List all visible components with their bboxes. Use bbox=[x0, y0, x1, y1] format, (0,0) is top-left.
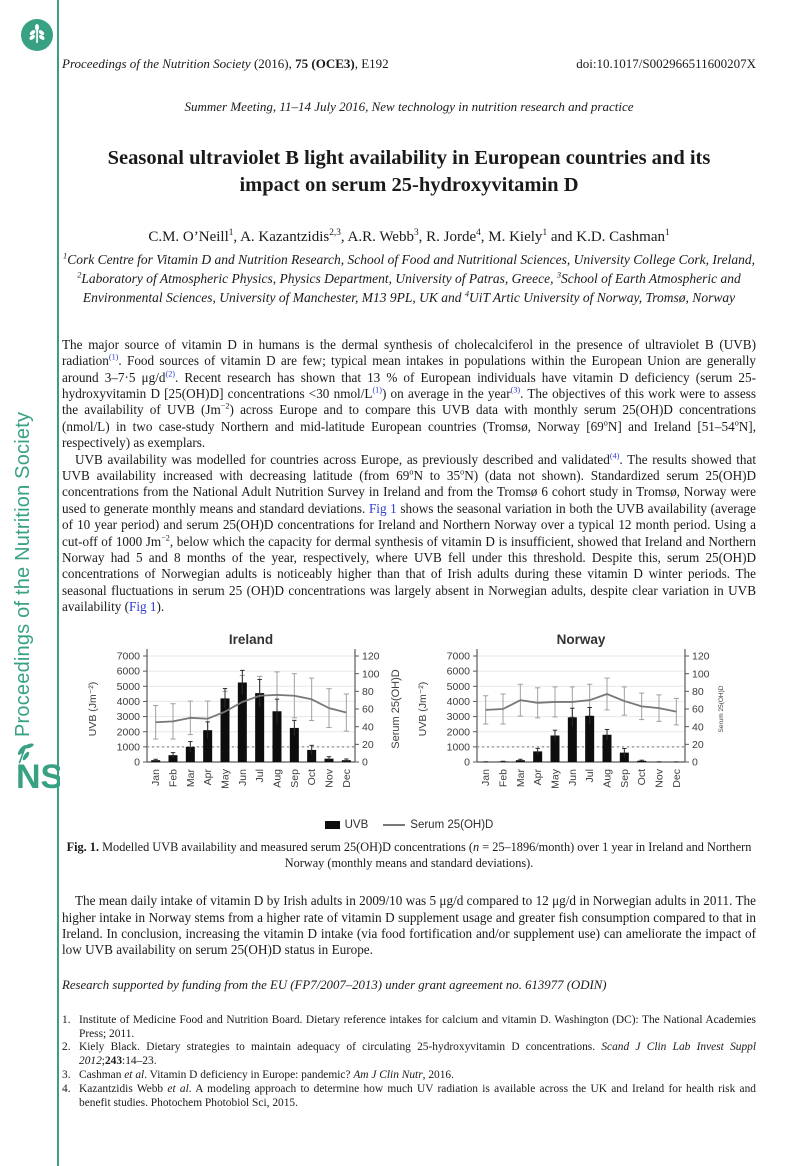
text-run: 2 bbox=[77, 270, 82, 280]
svg-text:Dec: Dec bbox=[340, 768, 353, 788]
ns-monogram-text: NS bbox=[16, 758, 60, 796]
svg-text:Feb: Feb bbox=[167, 768, 180, 787]
svg-text:6000: 6000 bbox=[446, 665, 470, 678]
svg-text:120: 120 bbox=[692, 650, 710, 663]
svg-text:Serum 25(OH)D: Serum 25(OH)D bbox=[718, 685, 725, 733]
text-run: Kiely Black. Dietary strategies to maintain adequacy of circulating 25-hydroxyvitamin D concentrations. bbox=[79, 1041, 602, 1054]
svg-text:Oct: Oct bbox=[636, 768, 649, 786]
svg-text:Jun: Jun bbox=[236, 768, 249, 786]
serum-legend-line bbox=[383, 824, 405, 826]
text-run: , M. Kiely bbox=[480, 229, 543, 246]
reference-number: 1. bbox=[62, 1013, 71, 1026]
reference-4 bbox=[62, 1083, 756, 1111]
text-run: o bbox=[603, 418, 608, 428]
reference-text bbox=[79, 1069, 756, 1083]
svg-text:6000: 6000 bbox=[116, 665, 140, 678]
text-run: Cashman bbox=[79, 1068, 125, 1081]
text-run: 3 bbox=[556, 270, 562, 280]
text-run: . Food sources of vitamin D are few; typical mean intakes in populations within the European Union are generally around 3–7·5 μg/d bbox=[62, 353, 756, 385]
ref-link-1[interactable]: (1) bbox=[372, 385, 382, 395]
svg-text:4000: 4000 bbox=[446, 695, 470, 708]
article-page bbox=[62, 0, 756, 1110]
ref-link-3[interactable]: (3) bbox=[510, 385, 521, 395]
text-run: Proceedings of the Nutrition Society bbox=[62, 56, 251, 71]
text-run: :14–23. bbox=[122, 1055, 157, 1068]
text-run: Scand J Clin Lab Invest Suppl 2012 bbox=[79, 1041, 757, 1068]
text-run: N to 35 bbox=[413, 468, 461, 484]
fig1-link[interactable]: Fig 1 bbox=[129, 599, 157, 615]
svg-text:Jan: Jan bbox=[480, 768, 493, 786]
text-run: 2,3 bbox=[329, 228, 341, 239]
serum-legend-label: Serum 25(OH)D bbox=[410, 818, 494, 831]
uvb-legend-swatch bbox=[325, 821, 340, 829]
svg-text:7000: 7000 bbox=[116, 650, 140, 663]
text-run: Modelled UVB availability and measured serum 25(OH)D concentrations ( bbox=[99, 839, 473, 854]
svg-text:100: 100 bbox=[362, 667, 380, 680]
svg-text:7000: 7000 bbox=[446, 650, 470, 663]
svg-text:Jun: Jun bbox=[566, 768, 579, 786]
text-run: UVB availability was modelled for countries across Europe, as previously described and validated bbox=[75, 451, 610, 467]
figure-1 bbox=[62, 632, 756, 817]
text-run: , R. Jorde bbox=[418, 229, 477, 246]
svg-text:May: May bbox=[219, 768, 232, 789]
text-run: N) (data not shown). Standardized serum 25(OH)D concentrations from the National Adult Nutrition Survey in Ireland and from the Tromsø 6 cohort study in Tromsø, Norway were used to generate monthly means and standard deviations. bbox=[62, 468, 757, 516]
svg-text:Ireland: Ireland bbox=[228, 631, 274, 647]
svg-text:Sep: Sep bbox=[288, 768, 301, 788]
svg-text:40: 40 bbox=[692, 720, 704, 733]
text-run: et al bbox=[167, 1082, 189, 1095]
svg-text:Apr: Apr bbox=[532, 768, 545, 786]
text-run: The mean daily intake of vitamin D by Irish adults in 2009/10 was 5 μg/d compared to 12 μg/d in Norwegian adults in 2011. The higher intake in Norway stems from a higher rate of vitamin D supplement usage and greater fish consumption compared to that in Ireland. In conclusion, increasing the vitamin D intake (via food fortification and/or supplement use) can ameliorate the impact of low UVB availability on serum 25(OH)D status in Europe. bbox=[62, 893, 756, 958]
text-run: shows the seasonal variation in both the UVB availability (average of 10 year period) and serum 25(OH)D concentrations for Ireland and Northern Norway over a typical 12 month period. Using a cut-off of 1000 Jm bbox=[62, 500, 756, 549]
text-run: 75 (OCE3) bbox=[295, 56, 355, 71]
text-run: 3 bbox=[413, 228, 419, 239]
text-run: The major source of vitamin D in humans is the dermal synthesis of cholecalciferol in the presence of ultraviolet B (UVB) radiation bbox=[62, 336, 756, 369]
text-run: 4 bbox=[476, 228, 481, 239]
figure-caption bbox=[62, 839, 756, 871]
text-run: . The results showed that UVB availability increased with decreasing latitude (from 69 bbox=[62, 451, 756, 484]
text-run: and K.D. Cashman bbox=[547, 229, 665, 246]
text-run: 1 bbox=[63, 251, 68, 261]
svg-text:Aug: Aug bbox=[271, 768, 284, 788]
svg-text:UVB (Jm⁻²): UVB (Jm⁻²) bbox=[87, 681, 99, 736]
svg-text:Apr: Apr bbox=[202, 768, 215, 786]
svg-text:Sep: Sep bbox=[618, 768, 631, 788]
svg-text:80: 80 bbox=[692, 685, 704, 698]
svg-text:2000: 2000 bbox=[116, 725, 140, 738]
reference-list bbox=[62, 1014, 756, 1111]
svg-text:1000: 1000 bbox=[116, 741, 140, 754]
text-run: o bbox=[409, 467, 414, 477]
ns-society-logo bbox=[14, 740, 60, 803]
article-title: Seasonal ultraviolet B light availability in European countries and its impact on serum 25-hydroxyvitamin D bbox=[107, 147, 711, 197]
svg-text:3000: 3000 bbox=[116, 710, 140, 723]
svg-text:2000: 2000 bbox=[446, 725, 470, 738]
figure-legend bbox=[62, 819, 756, 831]
svg-text:Jul: Jul bbox=[584, 768, 597, 783]
reference-number: 2. bbox=[62, 1041, 71, 1054]
ref-link-4[interactable]: (4) bbox=[609, 451, 620, 461]
svg-text:Jul: Jul bbox=[254, 768, 267, 783]
reference-text bbox=[79, 1083, 756, 1111]
svg-text:0: 0 bbox=[464, 756, 470, 769]
svg-text:Norway: Norway bbox=[556, 631, 606, 647]
svg-text:Oct: Oct bbox=[306, 768, 319, 786]
paragraph-1 bbox=[62, 337, 756, 452]
text-run: 1 bbox=[665, 228, 670, 239]
meeting-line: Summer Meeting, 11–14 July 2016, New technology in nutrition research and practice bbox=[184, 99, 634, 114]
text-run: , A. Kazantzidis bbox=[233, 229, 330, 246]
text-run: 243 bbox=[104, 1055, 123, 1068]
reference-2 bbox=[62, 1041, 756, 1069]
reference-number: 3. bbox=[62, 1068, 71, 1081]
paragraph-2 bbox=[62, 452, 756, 616]
text-run: ) on average in the year bbox=[381, 385, 511, 401]
text-run: = 25–1896/month) over 1 year in Ireland and Northern Norway (monthly means and standard deviations). bbox=[284, 839, 752, 870]
svg-text:120: 120 bbox=[362, 650, 380, 663]
svg-text:100: 100 bbox=[692, 667, 710, 680]
text-run: ). bbox=[156, 599, 165, 615]
text-run: , below which the capacity for dermal synthesis of vitamin D is insufficient, showed that Ireland and Northern Norway had 5 and 8 months of the year, respectively, where UVB fell under this threshold. Despite this, serum 25(OH)D concentrations of Norwegian adults is noticeably higher than that of Irish adults during these vitamin D winter periods. The seasonal fluctuations in serum 25 (OH)D concentrations was largely absent in Norwegian adults, despite clear variation in UVB availability ( bbox=[62, 533, 756, 615]
svg-text:0: 0 bbox=[692, 756, 698, 769]
text-run: . Recent research has shown that 13 % of European individuals have vitamin D deficiency (serum 25-hydroxyvitamin D [25(OH)D] concentrations <30 nmol/L bbox=[62, 369, 756, 401]
doi-text: doi:10.1017/S002966511600207X bbox=[576, 56, 756, 71]
fig1-link[interactable]: Fig 1 bbox=[368, 500, 397, 516]
text-run: . Vitamin D deficiency in Europe: pandemic? bbox=[144, 1068, 354, 1081]
text-run: et al bbox=[124, 1068, 145, 1081]
text-run: 1 bbox=[542, 228, 548, 239]
chart-ireland bbox=[83, 632, 405, 817]
text-run: Am J Clin Nutr bbox=[353, 1068, 423, 1081]
svg-text:May: May bbox=[549, 768, 562, 789]
text-run: −2 bbox=[220, 402, 230, 411]
text-run: Cork Centre for Vitamin D and Nutrition Research, School of Food and Nutritional Sciences, University College Cork, Ireland, bbox=[67, 252, 755, 268]
journal-vertical-title: Proceedings of the Nutrition Society bbox=[12, 411, 34, 737]
text-run: ) across Europe and to compare this UVB data with monthly serum 25(OH)D concentrations (nmol/L) in two case-study Northern and mid-latitude European countries (Tromsø, Norway [69 bbox=[62, 402, 756, 434]
text-run: Laboratory of Atmospheric Physics, Physics Department, University of Patras, Greece, bbox=[81, 270, 557, 286]
ref-link-1[interactable]: (1) bbox=[108, 352, 119, 362]
svg-text:20: 20 bbox=[362, 738, 374, 751]
svg-text:Mar: Mar bbox=[184, 768, 197, 787]
reference-1 bbox=[62, 1014, 756, 1042]
svg-text:UVB (Jm⁻²): UVB (Jm⁻²) bbox=[417, 681, 429, 736]
text-run: (2016), bbox=[250, 56, 296, 71]
text-run: Kazantzidis Webb bbox=[79, 1082, 168, 1095]
svg-text:40: 40 bbox=[362, 720, 374, 733]
reference-text bbox=[79, 1014, 756, 1042]
text-run: UiT Artic University of Norway, Tromsø, Norway bbox=[469, 289, 736, 305]
text-run: Institute of Medicine Food and Nutrition Board. Dietary reference intakes for calcium and vitamin D. Washington (DC): The National Academies Press; 2011. bbox=[79, 1013, 756, 1040]
chart-norway bbox=[413, 632, 735, 817]
svg-text:0: 0 bbox=[362, 756, 368, 769]
text-run: Fig. 1. bbox=[66, 839, 100, 854]
svg-text:4000: 4000 bbox=[116, 695, 140, 708]
svg-text:5000: 5000 bbox=[446, 680, 470, 693]
svg-text:3000: 3000 bbox=[446, 710, 470, 723]
text-run: N], respectively) as exemplars. bbox=[62, 418, 756, 451]
svg-text:60: 60 bbox=[362, 703, 374, 716]
text-run: . The objectives of this work were to assess the availability of UVB (Jm bbox=[62, 385, 756, 418]
text-run: , 2016. bbox=[422, 1068, 454, 1081]
affiliations bbox=[62, 251, 756, 308]
svg-text:60: 60 bbox=[692, 703, 704, 716]
uvb-legend-label: UVB bbox=[344, 818, 369, 831]
text-run: 1 bbox=[228, 228, 234, 239]
svg-text:Jan: Jan bbox=[150, 768, 163, 786]
svg-text:Aug: Aug bbox=[601, 768, 614, 788]
svg-text:80: 80 bbox=[362, 685, 374, 698]
svg-text:Serum 25(OH)D: Serum 25(OH)D bbox=[390, 668, 402, 749]
text-run: n bbox=[472, 839, 480, 854]
ref-link-2[interactable]: (2) bbox=[165, 369, 175, 379]
running-head bbox=[62, 56, 756, 72]
svg-text:Feb: Feb bbox=[497, 768, 510, 787]
nutrition-society-circle-logo bbox=[20, 18, 54, 57]
text-run: . A modeling approach to determine how much UV radiation is available across the UK and Ireland for health risk and benefit studies. Photochem Photobiol Sci, 2015. bbox=[79, 1082, 756, 1109]
svg-text:20: 20 bbox=[692, 738, 704, 751]
svg-text:Dec: Dec bbox=[670, 768, 683, 788]
text-run: School of Earth Atmospheric and Environmental Sciences, University of Manchester, M13 9PL, UK and bbox=[82, 270, 741, 305]
funding-note: Research supported by funding from the EU (FP7/2007–2013) under grant agreement no. 613977 (ODIN) bbox=[62, 977, 607, 992]
svg-text:Mar: Mar bbox=[514, 768, 527, 787]
text-run: , E192 bbox=[354, 56, 389, 71]
svg-text:5000: 5000 bbox=[116, 680, 140, 693]
text-run: 4 bbox=[464, 289, 470, 299]
author-list bbox=[62, 229, 756, 246]
text-run: N] and Ireland [51–54 bbox=[607, 418, 735, 434]
reference-number: 4. bbox=[62, 1082, 71, 1095]
svg-text:1000: 1000 bbox=[446, 741, 470, 754]
text-run: o bbox=[734, 418, 739, 428]
journal-citation bbox=[62, 56, 389, 72]
text-run: , A.R. Webb bbox=[340, 229, 414, 246]
reference-text bbox=[79, 1041, 756, 1069]
svg-text:0: 0 bbox=[134, 756, 140, 769]
sidebar-divider-line bbox=[57, 0, 59, 1166]
svg-text:Nov: Nov bbox=[653, 768, 666, 788]
text-run: −2 bbox=[161, 533, 170, 543]
reference-3 bbox=[62, 1069, 756, 1083]
text-run: o bbox=[460, 467, 465, 477]
paragraph-3 bbox=[62, 893, 756, 959]
text-run: ; bbox=[101, 1055, 105, 1068]
svg-text:Nov: Nov bbox=[323, 768, 336, 788]
text-run: C.M. O’Neill bbox=[148, 229, 229, 246]
